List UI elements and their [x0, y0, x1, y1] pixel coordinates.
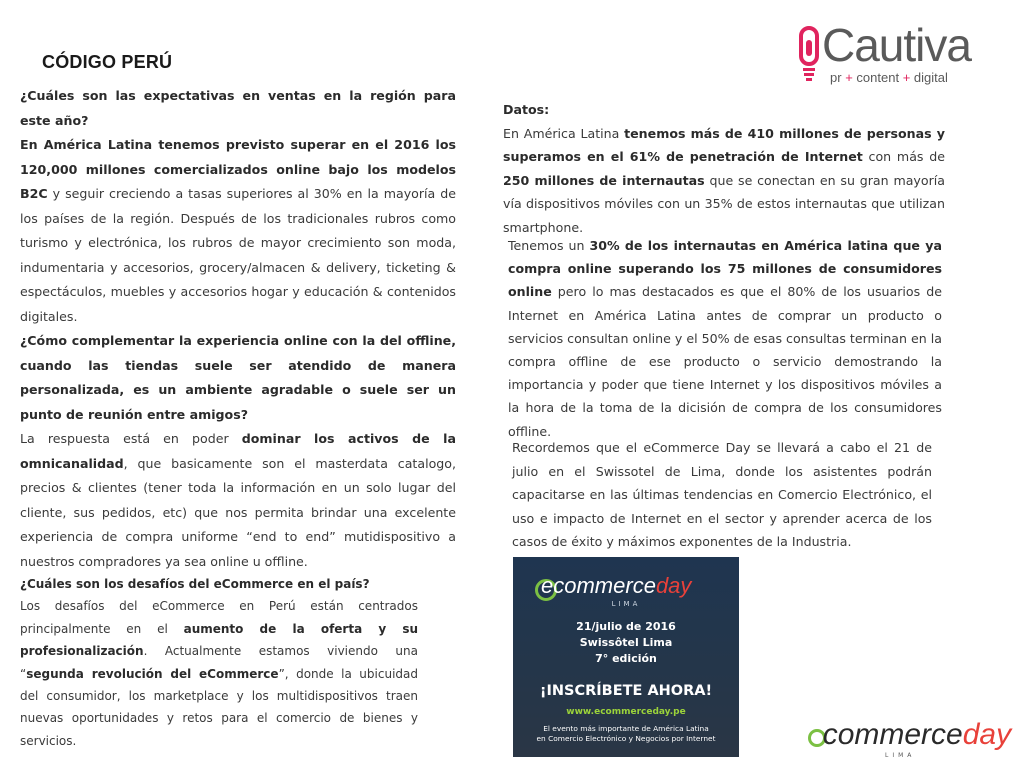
cautiva-wordmark: Cautiva	[822, 19, 971, 71]
ecommerce-day-logo: commerceday	[822, 718, 1012, 751]
cautiva-tagline: pr + content + digital	[830, 70, 948, 85]
internautas-paragraph: Tenemos un 30% de los internautas en América latina que ya compra online superando los 75 millones de consumidores online pero lo mas destacados es que el 80% de los usuarios de Internet en América Latina antes de comprar un producto o servicios consultan online y el 50% de esas consultas terminan en la compra offline de ese producto o servicio demostrando la importancia y poder que tiene Internet y los dispositivos móviles a la hora de la toma de la dicisión de compra de los consumidores offline.	[508, 238, 942, 439]
ecommerce-day-banner[interactable]	[513, 557, 739, 757]
right-data-section	[503, 98, 945, 239]
right-internautas-section	[508, 234, 942, 443]
banner-date: 21/julio de 2016	[576, 620, 676, 633]
cautiva-lightbulb-icon	[796, 26, 824, 84]
right-event-section	[512, 436, 932, 554]
banner-url-link[interactable]: www.ecommerceday.pe	[566, 707, 686, 717]
datos-label: Datos:	[503, 102, 550, 117]
answer-expectations: En América Latina tenemos previsto superar en el 2016 los 120,000 millones comercializados online bajo los modelos B2C y seguir creciendo a tasas superiores al 30% en la mayoría de los países de la región. Después de los tradicionales rubros como turismo y electrónica, los rubros de mayor crecimiento son moda, indumentaria y accesorios, grocery/almacen & delivery, ticketing & espectáculos, muebles y accesorios hogar y educación & contenidos digitales.	[20, 137, 456, 324]
ecommerce-day-logo-city: LIMA	[885, 752, 916, 759]
left-challenges-section	[20, 573, 418, 752]
left-column	[20, 84, 456, 574]
banner-venue: Swissôtel Lima	[579, 636, 673, 649]
banner-footer-text: El evento más importante de América Latina en Comercio Electrónico y Negocios por Internet	[536, 724, 716, 743]
banner-cta[interactable]: ¡INSCRÍBETE AHORA!	[539, 683, 713, 699]
banner-edition: 7° edición	[595, 652, 657, 665]
banner-date-block	[513, 619, 739, 667]
question-expectations: ¿Cuáles son las expectativas en ventas en la región para este año?	[20, 88, 456, 128]
question-challenges: ¿Cuáles son los desafíos del eCommerce en el país?	[20, 577, 370, 591]
banner-brand: ecommerceday	[541, 573, 692, 598]
answer-challenges: Los desafíos del eCommerce en Perú están centrados principalmente en el aumento de la oferta y su profesionalización. Actualmente estamos viviendo una “segunda revolución del eCommerce”, donde la ubicuidad del consumidor, los marketplace y los multidispositivos traen nuevas oportunidades y retos para el comercio de bienes y servicios.	[20, 599, 419, 748]
page-title: CÓDIGO PERÚ	[42, 52, 173, 72]
event-paragraph: Recordemos que el eCommerce Day se llevará a cabo el 21 de julio en el Swissotel de Lima, donde los asistentes podrán capacitarse en las últimas tendencias en Comercio Electrónico, el uso e impacto de Internet en el sector y aprender acerca de los casos de éxito y máximos exponentes de la Industria.	[512, 440, 932, 549]
datos-paragraph: En América Latina tenemos más de 410 millones de personas y superamos en el 61% de penetración de Internet con más de 250 millones de internautas que se conectan en su gran mayoría vía dispositivos móviles con un 35% de estos internautas que utilizan smartphone.	[503, 125, 945, 235]
answer-omnichannel: La respuesta está en poder dominar los activos de la omnicanalidad, que basicamente son el masterdata catalogo, precios & clientes (tener toda la información en un solo lugar del cliente, sus pedidos, etc) que nos permita brindar una excelente experiencia de compra uniforme “end to end” mutidispositivo a nuestros compradores ya sea online u offline.	[20, 431, 456, 569]
banner-city: LIMA	[611, 600, 641, 608]
question-omnichannel: ¿Cómo complementar la experiencia online con la del offline, cuando las tiendas suele ser atendido de manera personalizada, es un ambiente agradable o suele ser un punto de reunión entre amigos?	[20, 333, 456, 422]
